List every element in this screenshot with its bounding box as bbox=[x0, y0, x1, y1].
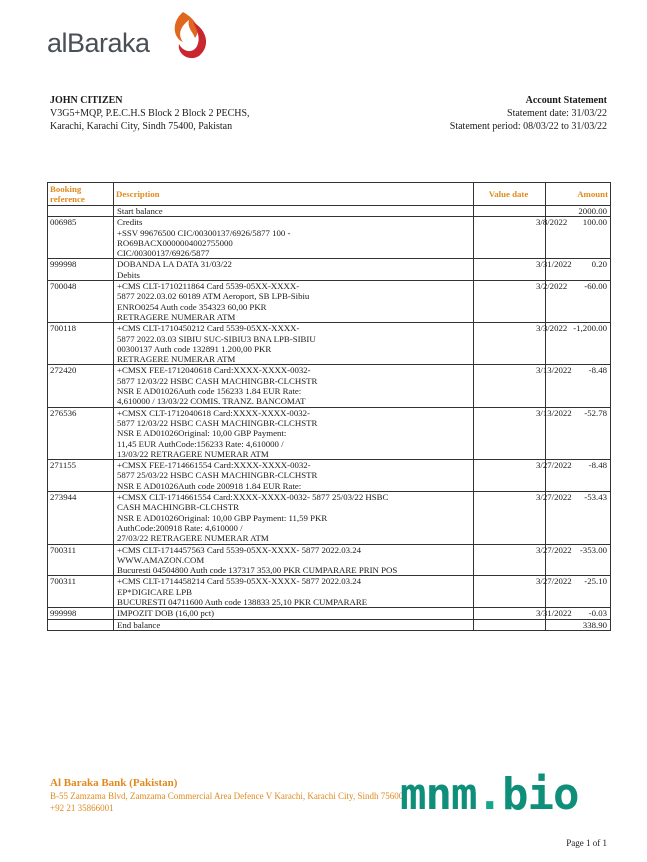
cell-description bbox=[114, 544, 474, 576]
watermark-dot: . bbox=[476, 769, 502, 820]
table-body bbox=[48, 206, 611, 631]
cell-booking-reference: 271155 bbox=[48, 460, 114, 492]
table-row bbox=[48, 576, 611, 608]
cell-description bbox=[114, 365, 474, 407]
description-line: +SSV 99676500 CIC/00300137/6926/5877 100 - bbox=[117, 227, 291, 238]
cell-booking-reference: 272420 bbox=[48, 365, 114, 407]
statement-period: Statement period: 08/03/22 to 31/03/22 bbox=[449, 121, 607, 132]
cell-value-date: 3/13/2022 bbox=[474, 365, 546, 407]
cell-booking-reference: 999998 bbox=[48, 259, 114, 281]
logo-flame-icon bbox=[167, 8, 215, 60]
cell-booking-reference: 276536 bbox=[48, 407, 114, 459]
cell-amount: -60.00 bbox=[546, 281, 611, 323]
cell-booking-reference: 700118 bbox=[48, 323, 114, 365]
description-line: 5877 12/03/22 HSBC CASH MACHINGBR-CLCHSTR bbox=[117, 375, 318, 386]
cell-amount: 0.20 bbox=[546, 259, 611, 281]
footer-phone: +92 21 35866001 bbox=[50, 803, 114, 813]
description-line: +CMS CLT-1710450212 Card 5539-05XX-XXXX- bbox=[117, 323, 300, 334]
description-line: EP*DIGICARE LPB bbox=[117, 586, 193, 597]
cell-description bbox=[114, 619, 474, 630]
description-line: WWW.AMAZON.COM bbox=[117, 554, 205, 565]
header-description: Description bbox=[114, 183, 474, 206]
cell-amount: -0.03 bbox=[546, 608, 611, 619]
footer-bank-name: Al Baraka Bank (Pakistan) bbox=[50, 777, 178, 789]
description-line: 4,610000 / 13/03/22 COMIS. TRANZ. BANCOMAT bbox=[117, 396, 306, 407]
table-row bbox=[48, 619, 611, 630]
table-row bbox=[48, 365, 611, 407]
cell-value-date: 3/27/2022 bbox=[474, 544, 546, 576]
cell-description bbox=[114, 206, 474, 217]
cell-amount: -52.78 bbox=[546, 407, 611, 459]
statement-date: Statement date: 31/03/22 bbox=[507, 108, 607, 119]
cell-description bbox=[114, 492, 474, 544]
cell-value-date bbox=[474, 619, 546, 630]
description-line: CASH MACHINGBR-CLCHSTR bbox=[117, 502, 239, 513]
cell-amount: -353.00 bbox=[546, 544, 611, 576]
cell-amount: 2000.00 bbox=[546, 206, 611, 217]
cell-booking-reference bbox=[48, 206, 114, 217]
cell-value-date bbox=[474, 206, 546, 217]
table-header-row bbox=[48, 183, 611, 206]
cell-amount: -1,200.00 bbox=[546, 323, 611, 365]
cell-description bbox=[114, 407, 474, 459]
description-line: CIC/00300137/6926/5877 bbox=[117, 248, 210, 259]
description-line: NSR E AD01026Auth code 200918 1.84 EUR Rate: bbox=[117, 480, 302, 491]
cell-value-date: 3/2/2022 bbox=[474, 281, 546, 323]
customer-block bbox=[50, 94, 380, 133]
description-line: 13/03/22 RETRAGERE NUMERAR ATM bbox=[117, 448, 269, 459]
cell-description bbox=[114, 259, 474, 281]
description-line: Credits bbox=[117, 217, 143, 228]
customer-name: JOHN CITIZEN bbox=[50, 95, 123, 106]
customer-address-line1: V3G5+MQP, P.E.C.H.S Block 2 Block 2 PECHS, bbox=[50, 108, 250, 119]
cell-value-date: 3/27/2022 bbox=[474, 492, 546, 544]
description-line: 5877 25/03/22 HSBC CASH MACHINGBR-CLCHSTR bbox=[117, 470, 318, 481]
cell-booking-reference: 006985 bbox=[48, 217, 114, 259]
cell-value-date: 3/13/2022 bbox=[474, 407, 546, 459]
cell-description bbox=[114, 576, 474, 608]
customer-address-line2: Karachi, Karachi City, Sindh 75400, Pakistan bbox=[50, 121, 233, 132]
description-line: 00300137 Auth code 132891 1.200,00 PKR bbox=[117, 343, 272, 354]
cell-booking-reference: 999998 bbox=[48, 608, 114, 619]
table-row bbox=[48, 544, 611, 576]
statement-info bbox=[347, 94, 607, 133]
description-line: Debits bbox=[117, 269, 140, 280]
cell-value-date: 3/8/2022 bbox=[474, 217, 546, 259]
description-line: RO69BACX0000004002755000 bbox=[117, 237, 233, 248]
cell-booking-reference bbox=[48, 619, 114, 630]
description-line: +CMS CLT-1714458214 Card 5539-05XX-XXXX- 5877 2022.03.24 bbox=[117, 576, 362, 587]
description-line: IMPOZIT DOB (16,00 pct) bbox=[117, 608, 215, 619]
cell-booking-reference: 273944 bbox=[48, 492, 114, 544]
description-line: 27/03/22 RETRAGERE NUMERAR ATM bbox=[117, 533, 269, 544]
bank-logo bbox=[47, 8, 217, 60]
table-row bbox=[48, 608, 611, 619]
description-line: +CMSX FEE-1712040618 Card:XXXX-XXXX-0032- bbox=[117, 365, 311, 376]
footer bbox=[50, 776, 450, 814]
description-line: +CMSX CLT-1712040618 Card:XXXX-XXXX-0032- bbox=[117, 407, 310, 418]
description-line: BUCURESTI 04711600 Auth code 138833 25,10 PKR CUMPARARE bbox=[117, 596, 368, 607]
table-row bbox=[48, 460, 611, 492]
description-line: Bucuresti 04504800 Auth code 137317 353,00 PKR CUMPARARE PRIN POS bbox=[117, 565, 398, 576]
cell-amount: 100.00 bbox=[546, 217, 611, 259]
table-row bbox=[48, 259, 611, 281]
description-line: Start balance bbox=[117, 206, 163, 216]
description-line: 11,45 EUR AuthCode:156233 Rate: 4,610000 / bbox=[117, 438, 284, 449]
table-row bbox=[48, 492, 611, 544]
header-booking-reference: Booking reference bbox=[48, 183, 114, 206]
cell-description bbox=[114, 281, 474, 323]
cell-amount: 338.90 bbox=[546, 619, 611, 630]
cell-description bbox=[114, 323, 474, 365]
description-line: 5877 2022.03.03 SIBIU SUC-SIBIU3 BNA LPB-SIBIU bbox=[117, 333, 316, 344]
description-line: 5877 2022.03.02 60189 ATM Aeroport, SB LPB-Sibiu bbox=[117, 291, 310, 302]
watermark-part1: mnm bbox=[400, 769, 477, 820]
description-line: 5877 12/03/22 HSBC CASH MACHINGBR-CLCHSTR bbox=[117, 417, 318, 428]
cell-value-date: 3/27/2022 bbox=[474, 576, 546, 608]
transactions-table bbox=[47, 182, 610, 631]
description-line: +CMSX FEE-1714661554 Card:XXXX-XXXX-0032- bbox=[117, 460, 311, 471]
description-line: End balance bbox=[117, 619, 161, 630]
description-line: RETRAGERE NUMERAR ATM bbox=[117, 354, 236, 365]
cell-description bbox=[114, 460, 474, 492]
table-row bbox=[48, 407, 611, 459]
cell-value-date: 3/27/2022 bbox=[474, 460, 546, 492]
cell-value-date: 3/31/2022 bbox=[474, 259, 546, 281]
description-line: NSR E AD01026Original: 10,00 GBP Payment: 11,59 PKR bbox=[117, 512, 328, 523]
description-line: +CMS CLT-1710211864 Card 5539-05XX-XXXX- bbox=[117, 281, 300, 292]
watermark bbox=[400, 770, 578, 820]
cell-description bbox=[114, 217, 474, 259]
cell-description bbox=[114, 608, 474, 619]
description-line: DOBANDA LA DATA 31/03/22 bbox=[117, 259, 232, 270]
cell-amount: -8.48 bbox=[546, 365, 611, 407]
cell-booking-reference: 700311 bbox=[48, 576, 114, 608]
cell-booking-reference: 700048 bbox=[48, 281, 114, 323]
watermark-part2: bio bbox=[501, 769, 579, 820]
table-row bbox=[48, 281, 611, 323]
description-line: AuthCode:200918 Rate: 4,610000 / bbox=[117, 522, 243, 533]
cell-amount: -25.10 bbox=[546, 576, 611, 608]
cell-booking-reference: 700311 bbox=[48, 544, 114, 576]
cell-amount: -8.48 bbox=[546, 460, 611, 492]
table-row bbox=[48, 217, 611, 259]
description-line: NSR E AD01026Auth code 156233 1.84 EUR Rate: bbox=[117, 386, 302, 397]
statement-title: Account Statement bbox=[525, 95, 607, 106]
logo-wordmark: alBaraka bbox=[47, 28, 150, 58]
description-line: RETRAGERE NUMERAR ATM bbox=[117, 311, 236, 322]
page-number: Page 1 of 1 bbox=[566, 838, 607, 848]
header-amount: Amount bbox=[546, 183, 611, 206]
cell-value-date: 3/3/2022 bbox=[474, 323, 546, 365]
header-value-date: Value date bbox=[474, 183, 546, 206]
description-line: +CMS CLT-1714457563 Card 5539-05XX-XXXX- 5877 2022.03.24 bbox=[117, 544, 362, 555]
description-line: +CMSX CLT-1714661554 Card:XXXX-XXXX-0032- 5877 25/03/22 HSBC bbox=[117, 492, 389, 503]
table-row bbox=[48, 323, 611, 365]
description-line: NSR E AD01026Original: 10,00 GBP Payment: bbox=[117, 428, 287, 439]
cell-value-date: 3/31/2022 bbox=[474, 608, 546, 619]
footer-address: B-55 Zamzama Blvd, Zamzama Commercial Area Defence V Karachi, Karachi City, Sindh 75600 bbox=[50, 791, 404, 801]
cell-amount: -53.43 bbox=[546, 492, 611, 544]
table-row bbox=[48, 206, 611, 217]
description-line: ENRO0254 Auth code 354323 60,00 PKR bbox=[117, 301, 267, 312]
